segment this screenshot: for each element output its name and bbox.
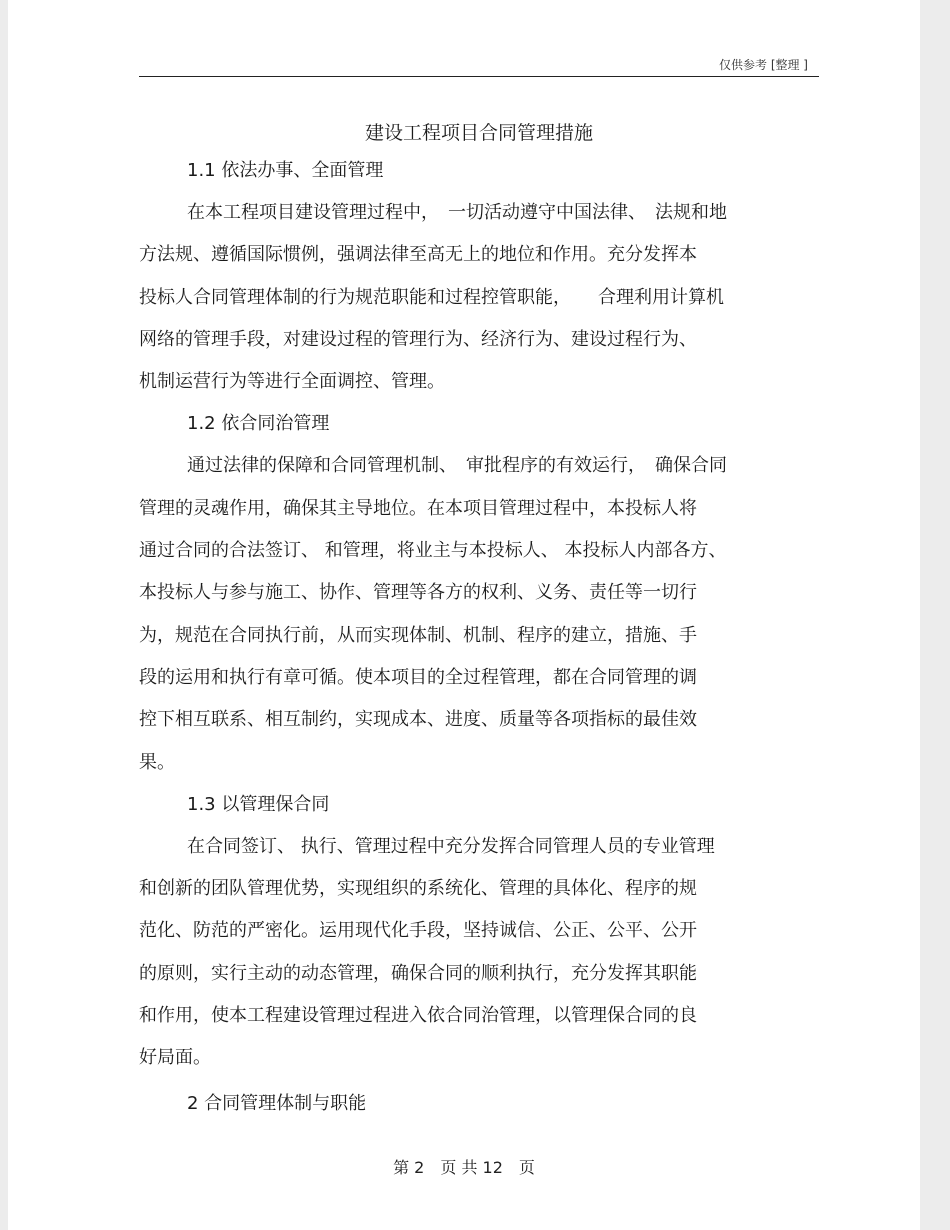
page-footer: 第 2 页 共 12 页: [393, 1158, 535, 1177]
paragraph-line: 好局面。: [139, 1047, 211, 1069]
header-note: 仅供参考 [整理 ]: [719, 58, 808, 72]
paragraph-line: 为，规范在合同执行前，从而实现体制、机制、程序的建立，措施、手: [139, 624, 697, 646]
paragraph-line: 的原则，实行主动的动态管理，确保合同的顺利执行，充分发挥其职能: [139, 962, 697, 984]
paragraph-line: 机制运营行为等进行全面调控、管理。: [139, 371, 445, 393]
paragraph-line: 投标人合同管理体制的行为规范职能和过程控管职能， 合理利用计算机: [139, 286, 724, 308]
paragraph-line: 本投标人与参与施工、协作、管理等各方的权利、义务、责任等一切行: [139, 582, 697, 604]
paragraph-line: 果。: [139, 751, 175, 773]
paragraph-line: 方法规、遵循国际惯例，强调法律至高无上的地位和作用。充分发挥本: [139, 244, 697, 266]
header-rule: [139, 76, 819, 77]
paragraph-line: 范化、防范的严密化。运用现代化手段，坚持诚信、公正、公平、公开: [139, 920, 697, 942]
paragraph-line: 和创新的团队管理优势，实现组织的系统化、管理的具体化、程序的规: [139, 878, 697, 900]
section-heading: 1.2 依合同治管理: [187, 413, 330, 435]
paragraph-line: 和作用，使本工程建设管理过程进入依合同治管理，以管理保合同的良: [139, 1005, 697, 1027]
section-heading: 1.1 依法办事、全面管理: [187, 160, 384, 181]
paragraph-line: 管理的灵魂作用，确保其主导地位。在本项目管理过程中，本投标人将: [139, 497, 697, 519]
paragraph-line: 控下相互联系、相互制约，实现成本、进度、质量等各项指标的最佳效: [139, 709, 697, 731]
document-page: [8, 0, 920, 1230]
paragraph-line: 段的运用和执行有章可循。使本项目的全过程管理，都在合同管理的调: [139, 666, 697, 688]
paragraph-line: 通过法律的保障和合同管理机制、 审批程序的有效运行， 确保合同: [187, 455, 727, 477]
section-heading: 1.3 以管理保合同: [187, 793, 330, 815]
section-paragraph: [139, 826, 819, 1080]
section-paragraph: [139, 445, 819, 783]
paragraph-line: 在本工程项目建设管理过程中， 一切活动遵守中国法律、 法规和地: [187, 202, 727, 223]
section-paragraph: [139, 192, 819, 403]
paragraph-line: 网络的管理手段，对建设过程的管理行为、经济行为、建设过程行为、: [139, 328, 697, 350]
section-heading: 2 合同管理体制与职能: [187, 1092, 367, 1114]
paragraph-line: 在合同签订、 执行、管理过程中充分发挥合同管理人员的专业管理: [187, 835, 715, 857]
paragraph-line: 通过合同的合法签订、 和管理，将业主与本投标人、 本投标人内部各方、: [139, 540, 727, 562]
document-title: 建设工程项目合同管理措施: [364, 122, 593, 144]
document-body: [139, 150, 819, 1125]
